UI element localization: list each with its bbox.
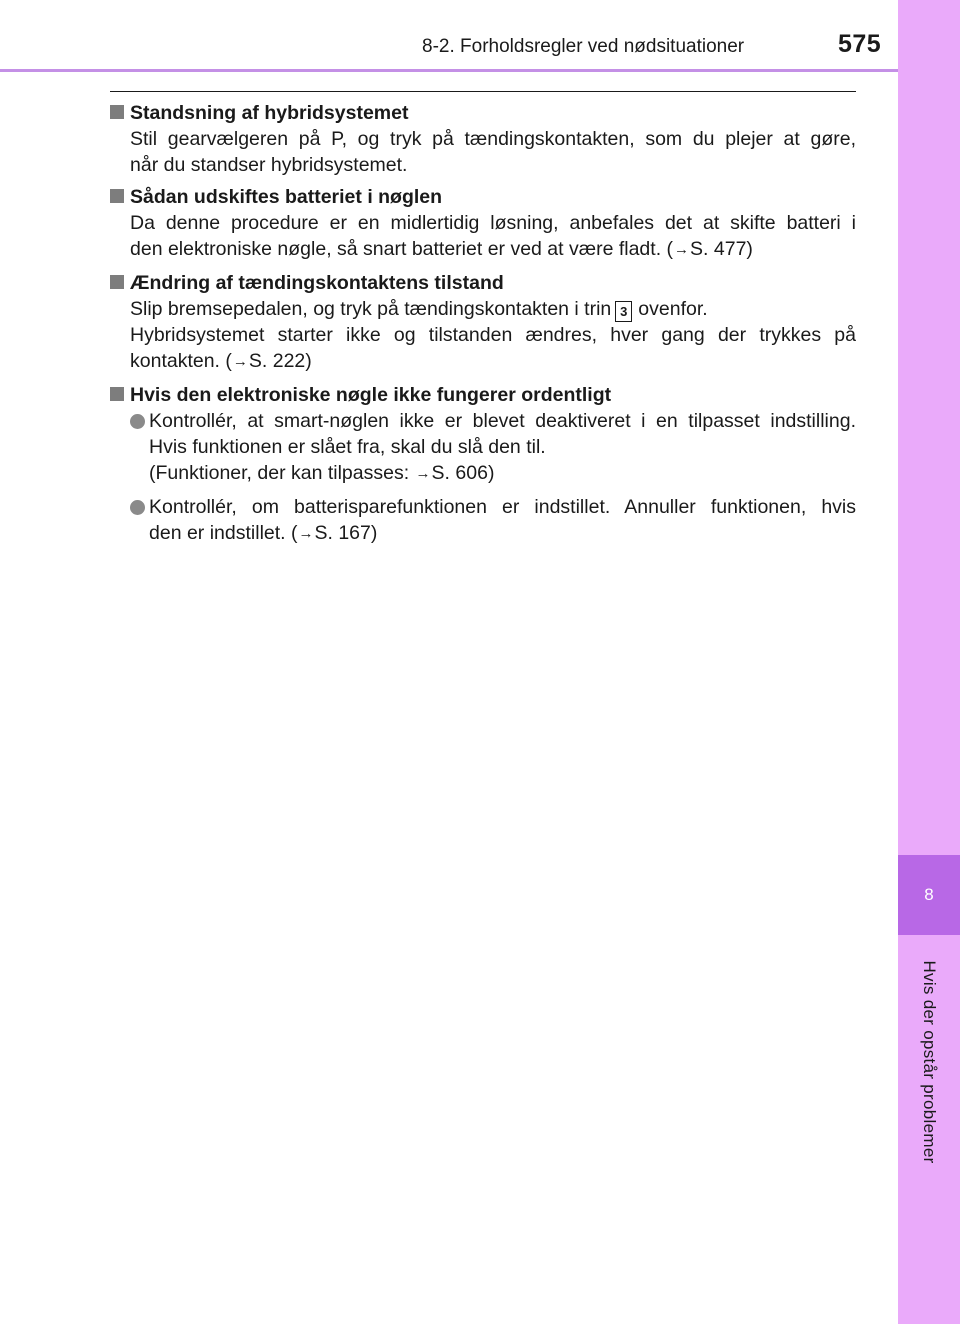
page-reference-link[interactable] — [232, 350, 305, 372]
square-bullet-icon — [110, 189, 124, 203]
section-batteri — [110, 184, 856, 264]
list-item-text — [149, 408, 856, 488]
list-item-text — [149, 494, 856, 548]
body-line-text: Slip bremsepedalen, og tryk på tændingskontakten i trin — [130, 298, 612, 320]
square-bullet-icon — [110, 105, 124, 119]
body-line-text: den elektroniske nøgle, så snart batteriet er ved at være fladt. ( — [130, 238, 674, 260]
section-heading-text: Sådan udskiftes batteriet i nøglen — [130, 186, 443, 208]
page-reference-link[interactable] — [673, 238, 746, 260]
section-taendingskontakt — [110, 270, 856, 376]
arrow-right-icon: → — [298, 525, 314, 542]
content-body — [110, 100, 856, 554]
body-line — [149, 520, 856, 548]
chapter-title: Hvis der opstår problemer — [920, 960, 939, 1164]
body-line: Hybridsystemet starter ikke og tilstanden ændres, hver gang der trykkes på — [130, 324, 856, 346]
section-heading — [110, 270, 856, 296]
section-heading-text: Hvis den elektroniske nøgle ikke fungerer ordentligt — [130, 384, 612, 406]
page-reference-link[interactable] — [298, 522, 371, 544]
section-standsning — [110, 100, 856, 178]
section-heading — [110, 184, 856, 210]
page-reference-text: S. 477 — [690, 238, 747, 260]
list-item — [130, 494, 856, 548]
content-divider — [110, 91, 856, 92]
body-line — [130, 348, 856, 376]
page-reference-text: S. 606 — [431, 462, 488, 484]
section-body — [110, 210, 856, 264]
page-reference-text: S. 167 — [314, 522, 371, 544]
list-item — [130, 408, 856, 488]
section-body — [110, 408, 856, 548]
circle-bullet-icon — [130, 414, 145, 429]
body-line: Kontrollér, at smart-nøglen ikke er blevet deaktiveret i en tilpasset indstilling. — [149, 410, 856, 432]
arrow-right-icon: → — [674, 241, 690, 258]
step-number-badge: 3 — [615, 301, 632, 322]
section-heading-text: Ændring af tændingskontaktens tilstand — [130, 272, 504, 294]
paren-close: ) — [746, 238, 753, 260]
section-heading — [110, 382, 856, 408]
section-heading — [110, 100, 856, 126]
body-line-text: kontakten. ( — [130, 350, 232, 372]
page-reference-link[interactable] — [415, 462, 488, 484]
page-number: 575 — [838, 30, 882, 58]
header-divider — [0, 69, 898, 72]
paren-close: ) — [305, 350, 312, 372]
paren-close: ) — [370, 522, 378, 544]
page-reference-text: S. 222 — [248, 350, 306, 372]
body-line: når du standser hybridsystemet. — [130, 154, 408, 176]
body-line-text: (Funktioner, der kan tilpasses: — [149, 462, 415, 484]
body-line — [130, 296, 856, 322]
body-line: Da denne procedure er en midlertidig løsning, anbefales det at skifte batteri i — [130, 212, 856, 234]
square-bullet-icon — [110, 387, 124, 401]
section-body — [110, 296, 856, 376]
body-line: Stil gearvælgeren på P, og tryk på tændingskontakten, som du plejer at gøre, — [130, 128, 856, 150]
section-body — [110, 126, 856, 178]
chapter-number: 8 — [924, 885, 934, 904]
arrow-right-icon: → — [232, 353, 248, 370]
section-title: 8-2. Forholdsregler ved nødsituationer — [422, 36, 745, 57]
body-line: Hvis funktionen er slået fra, skal du slå den til. — [149, 436, 546, 458]
section-heading-text: Standsning af hybridsystemet — [130, 102, 409, 124]
paren-close: ) — [487, 462, 495, 484]
body-line-text: den er indstillet. ( — [149, 522, 298, 544]
section-noegle-fungerer-ikke — [110, 382, 856, 548]
body-line: Kontrollér, om batterisparefunktionen er indstillet. Annuller funktionen, hvis — [149, 496, 856, 518]
chapter-number-box — [898, 855, 960, 935]
arrow-right-icon: → — [415, 465, 431, 482]
body-line — [130, 236, 856, 264]
body-line-text: ovenfor. — [638, 298, 708, 320]
circle-bullet-icon — [130, 500, 145, 515]
body-line — [149, 460, 856, 488]
square-bullet-icon — [110, 275, 124, 289]
